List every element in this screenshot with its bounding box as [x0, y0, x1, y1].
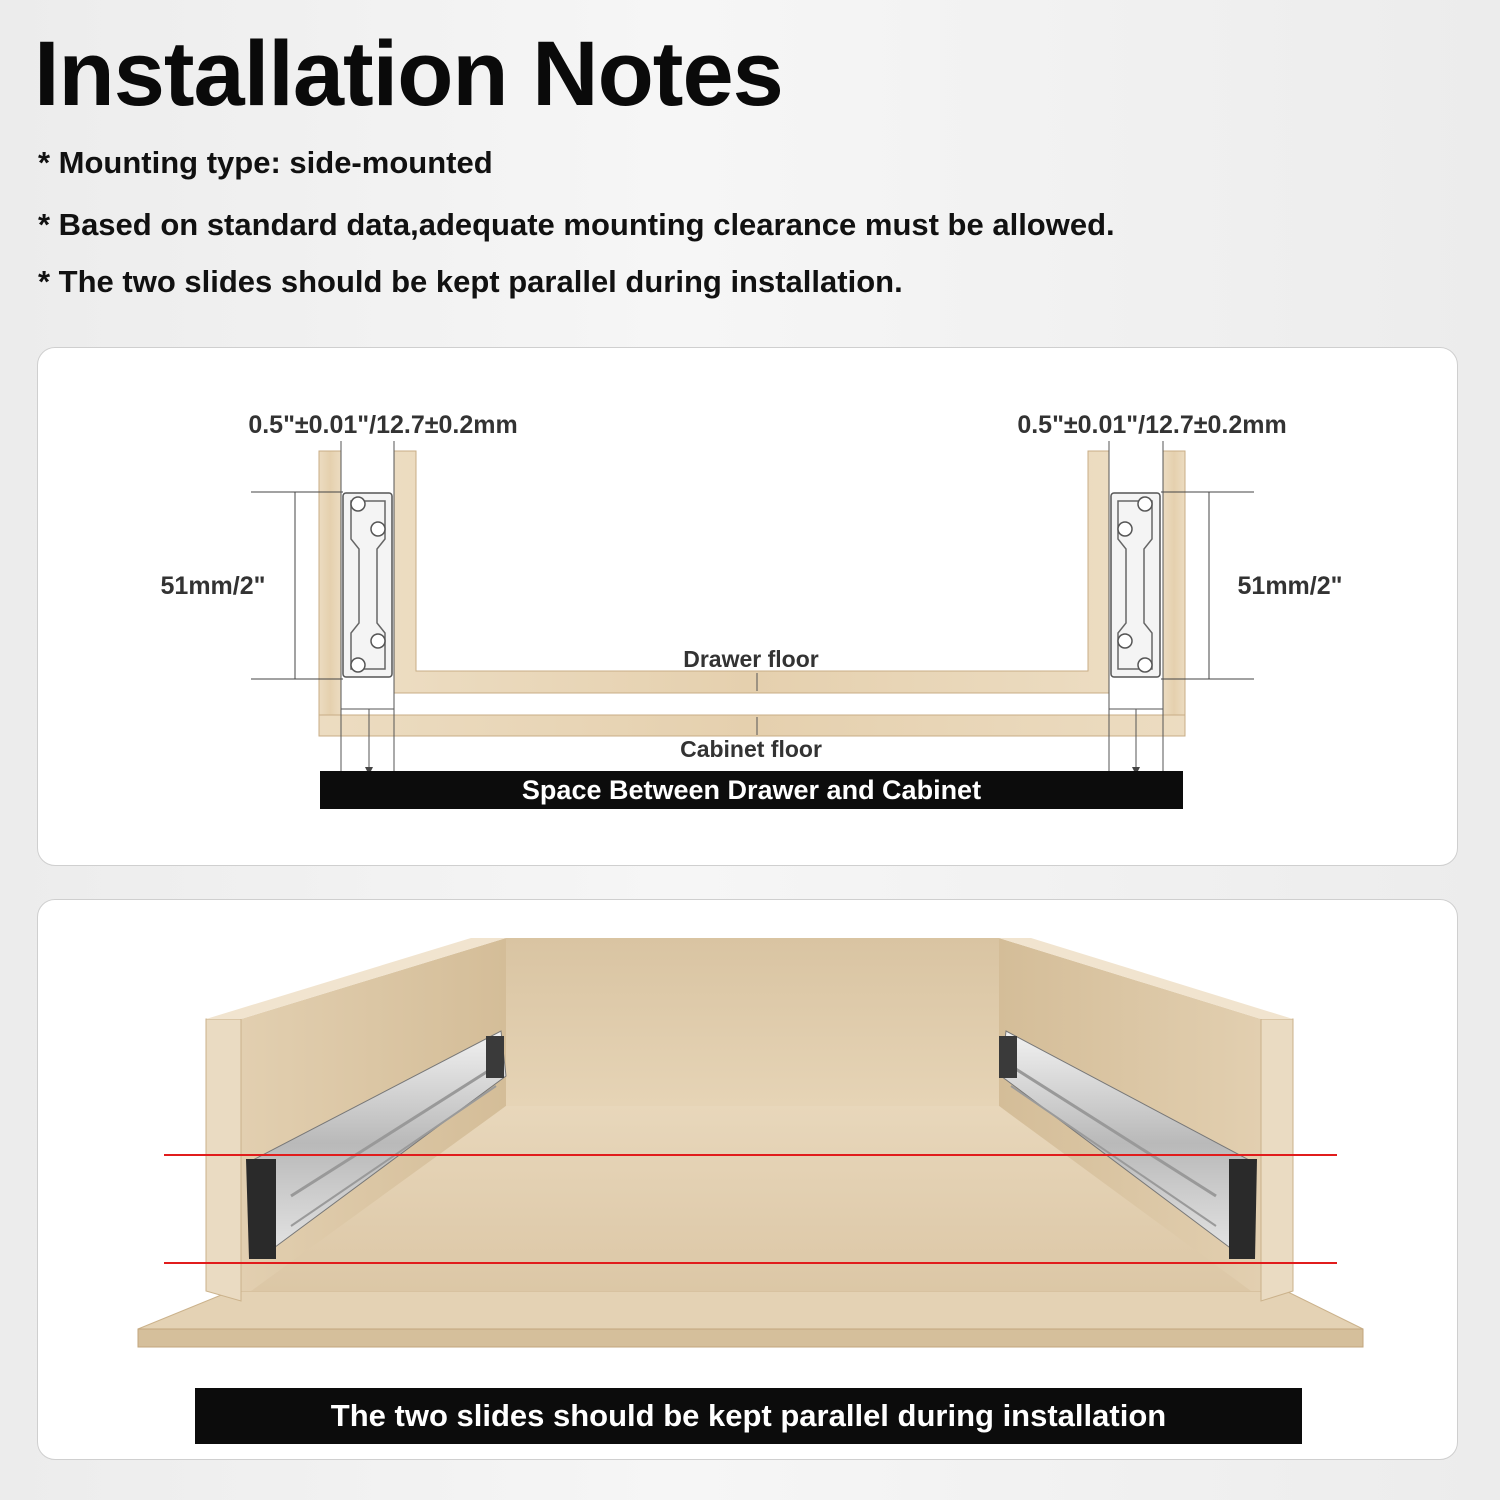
note-mounting-type: * Mounting type: side-mounted: [38, 145, 493, 180]
drawer-photo-illustration: [38, 900, 1458, 1460]
page-title: Installation Notes: [34, 23, 783, 125]
cabinet-right-wall: [1163, 451, 1185, 736]
cabinet-floor-label: Cabinet floor: [680, 736, 822, 762]
parallel-slides-banner: The two slides should be kept parallel during installation: [195, 1388, 1302, 1444]
right-height-label: 51mm/2": [1237, 572, 1343, 600]
drawer-floor-label: Drawer floor: [683, 646, 819, 672]
right-slide-profile: [1111, 493, 1160, 677]
left-gap-label: 0.5"±0.01"/12.7±0.2mm: [248, 411, 518, 439]
note-clearance: * Based on standard data,adequate mounting clearance must be allowed.: [38, 207, 1115, 242]
drawer-back-panel: [506, 938, 999, 1106]
right-gap-label: 0.5"±0.01"/12.7±0.2mm: [1017, 411, 1287, 439]
note-parallel: * The two slides should be kept parallel during installation.: [38, 264, 903, 299]
installation-photo-panel: [37, 899, 1458, 1460]
cabinet-left-wall: [319, 451, 341, 736]
drawer-bottom-board: [138, 1291, 1363, 1329]
space-between-banner: Space Between Drawer and Cabinet: [320, 771, 1183, 809]
left-slide-profile: [343, 493, 392, 677]
left-height-label: 51mm/2": [160, 572, 266, 600]
cabinet-floor-board: [319, 715, 1185, 736]
cross-section-diagram-panel: [37, 347, 1458, 866]
